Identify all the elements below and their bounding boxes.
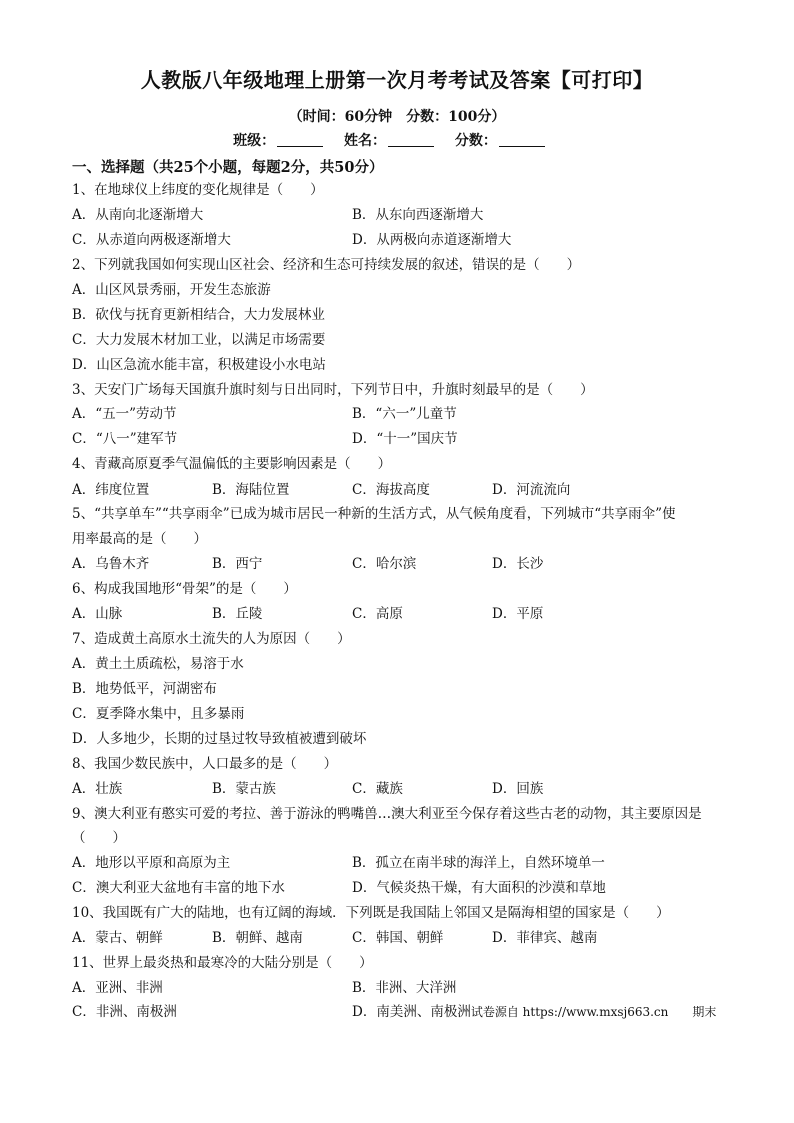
q9-option-d: D．气候炎热干燥，有大面积的沙漠和草地 (352, 880, 606, 896)
student-info-fields (0, 130, 794, 150)
q4-option-c: C．海拔高度 (352, 482, 430, 498)
q8-option-d: D．回族 (492, 781, 544, 797)
exam-time-score: （时间：60分钟 分数：100分） (288, 109, 506, 125)
q8-option-c: C．藏族 (352, 781, 403, 797)
question-9-stem-continued: （ ） (72, 830, 126, 846)
score-blank (499, 132, 545, 147)
name-label: 姓名： (344, 133, 386, 149)
q5-option-a: A．乌鲁木齐 (72, 556, 150, 572)
q10-option-c: C．韩国、朝鲜 (352, 930, 444, 946)
q11-option-d (352, 1002, 716, 1022)
question-2-stem: 2、下列就我国如何实现山区社会、经济和生态可持续发展的叙述，错误的是（ ） (72, 257, 581, 273)
q5-option-c: C．哈尔滨 (352, 556, 417, 572)
q5-option-d: D．长沙 (492, 556, 544, 572)
q3-option-b: B．“六一”儿童节 (352, 406, 457, 422)
q1-option-b: B．从东向西逐渐增大 (352, 207, 484, 223)
q2-option-b: B．砍伐与抚育更新相结合，大力发展林业 (72, 307, 325, 323)
class-label: 班级： (233, 133, 276, 149)
q8-option-b: B．蒙古族 (212, 781, 276, 797)
question-6-stem: 6、构成我国地形“骨架”的是（ ） (72, 581, 297, 597)
q6-option-d: D．平原 (492, 606, 544, 622)
q9-option-c: C．澳大利亚大盆地有丰富的地下水 (72, 880, 285, 896)
name-blank (388, 132, 434, 147)
q7-option-c: C．夏季降水集中，且多暴雨 (72, 706, 245, 722)
q2-option-d: D．山区急流水能丰富，积极建设小水电站 (72, 357, 326, 373)
source-footer: 试卷源自 https://www.mxsj663.cn 期末 (470, 1005, 717, 1019)
q4-option-d: D．河流流向 (492, 482, 571, 498)
question-5-stem-continued: 用率最高的是（ ） (72, 531, 207, 547)
section-heading: 一、选择题（共25个小题，每题2分，共50分） (72, 159, 384, 176)
q9-option-a: A．地形以平原和高原为主 (72, 855, 231, 871)
q11-option-b: B．非洲、大洋洲 (352, 980, 457, 996)
q10-option-a: A．蒙古、朝鲜 (72, 930, 163, 946)
question-5-stem: 5、“共享单车”“共享雨伞”已成为城市居民一种新的生活方式，从气候角度看，下列城市“共享雨伞”使 (72, 506, 676, 522)
q4-option-a: A．纬度位置 (72, 482, 150, 498)
q2-option-c: C．大力发展木材加工业，以满足市场需要 (72, 332, 326, 348)
q9-option-b: B．孤立在南半球的海洋上，自然环境单一 (352, 855, 605, 871)
q5-option-b: B．西宁 (212, 556, 263, 572)
q11-option-d-text: D．南美洲、南极洲 (352, 1004, 471, 1020)
q6-option-a: A．山脉 (72, 606, 123, 622)
q11-option-a: A．亚洲、非洲 (72, 980, 163, 996)
q1-option-c: C．从赤道向两极逐渐增大 (72, 232, 231, 248)
q3-option-c: C．“八一”建军节 (72, 431, 178, 447)
q6-option-c: C．高原 (352, 606, 403, 622)
q3-option-a: A．“五一”劳动节 (72, 406, 177, 422)
class-blank (277, 132, 323, 147)
q4-option-b: B．海陆位置 (212, 482, 290, 498)
q11-option-c: C．非洲、南极洲 (72, 1004, 177, 1020)
score-label: 分数： (454, 133, 497, 149)
question-9-stem: 9、澳大利亚有憨实可爱的考拉、善于游泳的鸭嘴兽…澳大利亚至今保存着这些古老的动物，其主要原因是 (72, 806, 702, 822)
q2-option-a: A．山区风景秀丽，开发生态旅游 (72, 282, 271, 298)
q7-option-d: D．人多地少，长期的过垦过牧导致植被遭到破坏 (72, 731, 367, 747)
question-1-stem: 1、在地球仪上纬度的变化规律是（ ） (72, 182, 324, 198)
question-8-stem: 8、我国少数民族中，人口最多的是（ ） (72, 756, 338, 772)
q8-option-a: A．壮族 (72, 781, 123, 797)
q1-option-d: D．从两极向赤道逐渐增大 (352, 232, 512, 248)
question-11-stem: 11、世界上最炎热和最寒冷的大陆分别是（ ） (72, 955, 373, 971)
question-7-stem: 7、造成黄土高原水土流失的人为原因（ ） (72, 631, 351, 647)
q10-option-d: D．菲律宾、越南 (492, 930, 598, 946)
q10-option-b: B．朝鲜、越南 (212, 930, 303, 946)
exam-title: 人教版八年级地理上册第一次月考考试及答案【可打印】 (140, 68, 654, 92)
q3-option-d: D．“十一”国庆节 (352, 431, 458, 447)
question-3-stem: 3、天安门广场每天国旗升旗时刻与日出同时，下列节日中，升旗时刻最早的是（ ） (72, 382, 594, 398)
q7-option-a: A．黄土土质疏松，易溶于水 (72, 656, 244, 672)
q7-option-b: B．地势低平，河湖密布 (72, 681, 217, 697)
question-4-stem: 4、青藏高原夏季气温偏低的主要影响因素是（ ） (72, 456, 392, 472)
q1-option-a: A．从南向北逐渐增大 (72, 207, 204, 223)
q6-option-b: B．丘陵 (212, 606, 263, 622)
question-10-stem: 10、我国既有广大的陆地，也有辽阔的海域．下列既是我国陆上邻国又是隔海相望的国家是（ ） (72, 905, 670, 921)
